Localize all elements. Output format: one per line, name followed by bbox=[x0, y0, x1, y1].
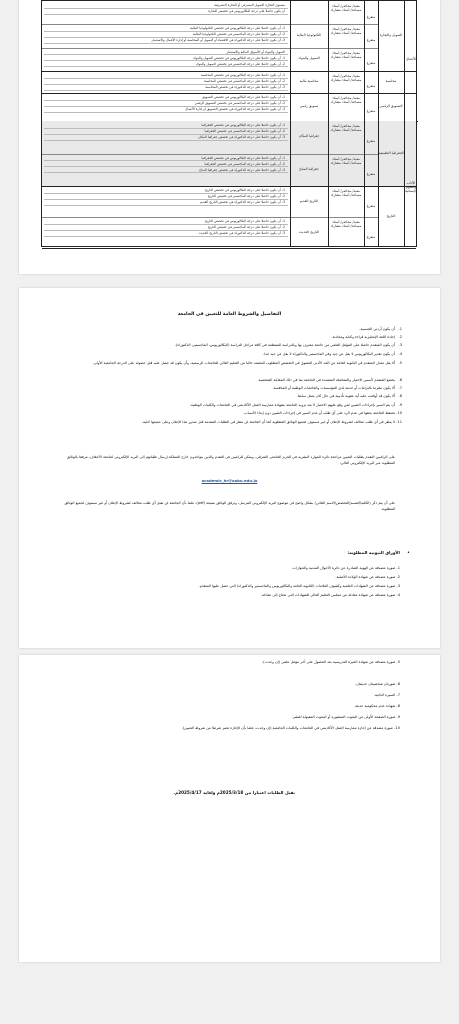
condition-number: 4. bbox=[398, 352, 402, 356]
requirement-text: 1- أن يكون حاصلا على درجة البكالوريوس في تخصص الجغرافيا bbox=[201, 155, 285, 160]
requirement-text: 2- أن يكون حاصلا على درجة الماجستير في تخصص التاريخ bbox=[207, 194, 285, 198]
column-divider bbox=[404, 1, 405, 246]
requirement-text: 3- أن يكون حاصلا على درجة الدكتوراه في تخصص المحاسبة bbox=[205, 85, 285, 89]
rank-cell: معيد/ محاضر/ أستاذ مساعد/ أستاذ مشارك bbox=[330, 156, 362, 165]
condition-number: 8. bbox=[398, 394, 402, 398]
condition-item bbox=[59, 386, 402, 391]
condition-number: 2. bbox=[398, 335, 402, 339]
vacancies-table bbox=[41, 0, 417, 247]
rank-cell: معيد/ محاضر/ أستاذ مساعد/ أستاذ مشارك bbox=[330, 4, 362, 12]
condition-text: ألا يكون قد أوقعت عليه أية عقوبة تأديبية في حال كان يعمل سابقا. bbox=[296, 394, 395, 398]
condition-number: 1. bbox=[398, 327, 402, 331]
requirement-underline bbox=[44, 205, 288, 206]
requirement-text: 1- أن يكون حاصلا على درجة البكالوريوس في تخصص التمويل والبنوك bbox=[192, 55, 285, 60]
type-cell: متفرغ bbox=[366, 171, 376, 176]
rank-cell: معيد/ محاضر/ أستاذ مساعد/ أستاذ مشارك bbox=[330, 220, 362, 228]
requirement-text: 3- أن يكون حاصلا على درجة الدكتوراه في تخصص التاريخ القديم bbox=[200, 200, 285, 204]
requirement-text: 2- أن يكون حاصلا على درجة الماجستير في تخصص التاريخ bbox=[207, 225, 285, 229]
department-cell: التسويق الرقمي bbox=[379, 104, 403, 108]
requirement-underline bbox=[44, 236, 288, 237]
requirement-text: 1- أن يكون حاصلا على درجة البكالوريوس في تخصص المحاسبة bbox=[201, 73, 285, 77]
condition-number: 5. bbox=[398, 361, 402, 365]
conditions-title: التفاصيل والشروط العامة للتعيين في الجامعة bbox=[177, 312, 282, 317]
major-cell: تسويق رقمي bbox=[299, 104, 319, 108]
rank-cell: معيد/ محاضر/ أستاذ مساعد/ أستاذ مشارك bbox=[330, 27, 362, 36]
requirement-underline bbox=[44, 66, 288, 67]
condition-item bbox=[59, 420, 402, 425]
type-cell: متفرغ bbox=[366, 38, 376, 42]
requirement-underline bbox=[44, 43, 288, 44]
condition-number: 11. bbox=[396, 420, 402, 424]
bullet-icon: • bbox=[407, 550, 410, 556]
major-cell: التكنولوجيا المالية bbox=[296, 33, 322, 37]
condition-text: لا ينظر في أي طلب مخالف لشروط الإعلان أو غير مستوف لجميع الوثائق المطلوبة كما أن الجامعة لن تنظر في الطلبات المقدمة قبل صدور هذا الإعلان وعلى جميعها لاغية. bbox=[141, 420, 395, 424]
condition-item bbox=[59, 335, 402, 340]
column-divider bbox=[378, 1, 379, 246]
deadline-note: تقبل الطلبات اعتبارا من 2025/3/18م ولغاية 2025/4/17م. bbox=[173, 790, 295, 795]
document-page-1 bbox=[19, 0, 440, 274]
document-item: 4- صورة مصدقة عن شهادة معادلة من مجلس التعليم العالي للشهادات التي تحتاج إلى معادلة. bbox=[260, 593, 400, 597]
requirement-underline bbox=[44, 14, 288, 15]
condition-number: 9. bbox=[398, 403, 402, 407]
condition-item bbox=[59, 327, 402, 332]
condition-text: ألا يقل معدل المتقدم في الثانوية العامة عن الحد الأدنى المقبول في التخصص المطلوب المعتمد حاليا من التعليم العالي للجامعات الرسمية، وأن يكون قد حصل عليه قبل حصوله على الدرجة الجامعية الأولى. bbox=[92, 361, 395, 365]
condition-number: 6. bbox=[398, 378, 402, 382]
condition-text: إجادة اللغة الإنجليزية قراءة وكتابة ومحادثة. bbox=[331, 335, 395, 339]
condition-text: يخضع المتقدم لأسس الاختيار والمفاضلة المعتمدة في الجامعة بما في ذلك المقابلة الشخصية. bbox=[257, 378, 395, 382]
rank-cell: معيد/ محاضر/ أستاذ مساعد/ أستاذ مشارك bbox=[330, 96, 362, 104]
condition-number: 3. bbox=[398, 343, 402, 347]
rank-cell: معيد/ محاضر/ أستاذ مساعد/ أستاذ مشارك bbox=[330, 50, 362, 59]
submission-note: على أن يتم ذكر (الكلية/القسم/التخصص/الاسم الثلاثي) بشكل واضح في موضوع البريد الإلكتروني المرسل، وترفق الوثائق بصيغة (pdf)، علما بأن الجامعة لن تقبل أي طلب مخالف لشروط الإعلان أو غير مستوف لجميع الوثائق المطلوبة. bbox=[64, 501, 395, 511]
type-cell: متفرغ bbox=[366, 14, 376, 19]
requirement-text: التمويل والبنوك أو الأسواق المالية والاستثمار bbox=[226, 49, 285, 54]
column-divider bbox=[364, 1, 365, 246]
condition-item bbox=[59, 378, 402, 383]
requirement-text: أن يكون حاصلا على درجة البكالوريوس في تخصص التجارة bbox=[208, 9, 285, 13]
requirement-text: 1- أن يكون حاصلا على درجة البكالوريوس في تخصص الجغرافيا bbox=[201, 123, 285, 127]
requirement-underline bbox=[44, 140, 288, 141]
type-cell: متفرغ bbox=[366, 234, 376, 239]
major-cell: التاريخ الحديث bbox=[298, 229, 320, 234]
requirement-text: 1- أن يكون حاصلا على درجة البكالوريوس في تخصص التسويق bbox=[202, 95, 285, 99]
requirement-text: 2- أن يكون حاصلا على درجة الماجستير في تخصص الجغرافيا bbox=[204, 129, 285, 133]
type-cell: متفرغ bbox=[366, 109, 376, 113]
document-page-3 bbox=[19, 655, 440, 962]
type-cell: متفرغ bbox=[366, 203, 376, 208]
requirement-text: 1- أن يكون حاصلا على درجة البكالوريوس في تخصص التاريخ bbox=[204, 219, 285, 223]
document-item: 1- صورة مصدقة عن الهوية الصادرة عن دائرة الأحوال المدنية والجوازات. bbox=[291, 566, 400, 570]
type-cell: متفرغ bbox=[366, 139, 376, 144]
condition-item bbox=[59, 343, 402, 348]
document-item: 7- السيرة الذاتية. bbox=[373, 693, 400, 697]
type-cell: متفرغ bbox=[366, 84, 376, 88]
department-cell: التمويل والتجارة bbox=[379, 33, 403, 37]
condition-item bbox=[59, 411, 402, 416]
requirement-text: 2- أن يكون حاصلا على درجة الماجستير في تخصص المحاسبة bbox=[204, 79, 285, 83]
department-cell: الجغرافيا التطبيقية bbox=[378, 150, 404, 155]
application-paragraph: على الراغبين التقدم بطلبات التعيين مراجعة دائرة الموارد البشرية في الحرم الجامعي الشرقي، ويمكن للراغبين في التقدم والذين يتواجدون خارج المملكة إرسال طلباتهم إلى البريد الإلكتروني لجامعة الأحقاف، مرفقا بالوثائق المطلوبة عبر البريد الإلكتروني التالي: bbox=[66, 455, 395, 465]
section-cell: الآداب والعلوم الإنسانية bbox=[405, 180, 417, 193]
type-cell: متفرغ bbox=[366, 61, 376, 66]
major-cell: محاسبة مالية bbox=[299, 79, 319, 83]
document-item: 9- صورة الصفحة الأولى من البحوث المنشورة أو البحوث المقبولة للنشر. bbox=[291, 715, 400, 719]
requirement-text: 1- أن يكون حاصلا على درجة البكالوريوس في تخصص التكنولوجيا المالية bbox=[190, 26, 285, 31]
condition-number: 10. bbox=[396, 411, 402, 415]
documents-heading: الأوراق الثبوتية المطلوبة: bbox=[347, 550, 400, 555]
condition-text: أن يكون تقدير البكالوريوس لا يقل عن جيد وفي الماجستير والدكتوراه لا يقل عن جيد جدا. bbox=[263, 352, 395, 356]
rank-cell: معيد/ محاضر/ أستاذ مساعد/ أستاذ مشارك bbox=[330, 124, 362, 132]
requirement-text: 2- أن يكون حاصلا على درجة الماجستير في تخصص التكنولوجيا المالية bbox=[193, 32, 285, 37]
column-divider bbox=[290, 1, 291, 246]
major-cell: التاريخ القديم bbox=[299, 198, 319, 203]
requirement-text: 3- أن يكون حاصلا على درجة الدكتوراه في تخصص التسويق أو إدارة الأعمال bbox=[185, 107, 285, 111]
rank-cell: معيد/ محاضر/ أستاذ مساعد/ أستاذ مشارك bbox=[330, 74, 362, 82]
condition-item bbox=[59, 361, 402, 366]
condition-text: تحتفظ الجامعة بحقها في عدم الرد على أي طلب أو عدم السير في إجراءات التعيين دون إبداء الأسباب. bbox=[243, 411, 395, 415]
major-cell: جغرافيا المناخ bbox=[299, 166, 319, 171]
section-cell: الأعمال bbox=[405, 57, 417, 61]
document-item: 2- صورة مصدقة عن شهادة الولادة الأصلية. bbox=[335, 575, 400, 579]
document-page-2 bbox=[19, 288, 440, 648]
condition-item bbox=[59, 352, 402, 357]
requirement-text: 3- أن يكون حاصلا على درجة الدكتوراه في الاقتصاد أو التمويل أو المحاسبة أو إدارة الأعمال والاستثمار bbox=[151, 38, 285, 43]
department-cell: التاريخ bbox=[386, 214, 396, 218]
requirement-text: 2- أن يكون حاصلا على درجة الماجستير في تخصص الجغرافيا bbox=[204, 161, 285, 166]
condition-text: ألا يكون ملتزما بالتزامات أو خدمة لدى المؤسسات والجامعات الوطنية أو المنافسة. bbox=[272, 386, 395, 390]
document-item: 10- صورة مصدقة عن إجازة ممارسة العمل الأكاديمي في الجامعات والكليات الجامعية (إن وجدت، علما بأن الإجازة تعتبر شرطا من شروط التعيين). bbox=[181, 726, 400, 730]
document-item: 6- صورتان شخصيتان حديثتان. bbox=[355, 682, 400, 686]
department-cell: محاسبة bbox=[385, 79, 397, 83]
email-link[interactable]: academic_hr@aabu.edu.jo bbox=[201, 478, 258, 483]
requirement-text: 2- أن يكون حاصلا على درجة الماجستير في تخصص التمويل والبنوك bbox=[195, 61, 285, 66]
condition-text: أن يكون المتقدم حاصلا على المؤهل العلمي من جامعة معترف بها وبالدراسة المنتظمة في كافة مراحل الدراسة (البكالوريوس، الماجستير، الدكتوراه). bbox=[174, 343, 395, 347]
requirement-text: مستوى التجارة التمويل المصرفي أو التجارة المصرفية bbox=[214, 3, 285, 7]
requirement-text: 1- أن يكون حاصلا على درجة البكالوريوس في تخصص التاريخ bbox=[204, 188, 285, 192]
condition-text: أن يكون أردني الجنسية. bbox=[359, 327, 395, 331]
condition-number: 7. bbox=[398, 386, 402, 390]
condition-item bbox=[59, 394, 402, 399]
document-item: 8- شهادة عدم محكومية حديثة. bbox=[354, 704, 400, 708]
major-cell: التمويل والبنوك bbox=[298, 56, 320, 61]
requirement-text: 2- أن يكون حاصلا على درجة الماجستير في تخصص التسويق الرقمي bbox=[194, 101, 285, 105]
requirement-text: 3- أن يكون حاصلا على درجة الدكتوراه في تخصص جغرافيا المكان bbox=[198, 135, 285, 139]
rank-cell: معيد/ محاضر/ أستاذ مساعد/ أستاذ مشارك bbox=[330, 189, 362, 197]
document-item: 5- صورة مصدقة عن شهادة الخبرة التدريسية بعد الحصول على آخر مؤهل علمي (إن وجدت). bbox=[262, 660, 400, 664]
requirement-underline bbox=[44, 90, 288, 91]
requirement-text: 3- أن يكون حاصلا على درجة الدكتوراه في تخصص التاريخ الحديث bbox=[198, 231, 285, 235]
requirement-underline bbox=[44, 172, 288, 173]
condition-item bbox=[59, 403, 402, 408]
document-item: 3- صورة مصدقة عن الشهادات العلمية وكشوف العلامات (الثانوية العامة والبكالوريوس والماجستير والدكتوراه) التي حصل عليها المتقدم. bbox=[198, 584, 400, 588]
major-cell: جغرافيا المكان bbox=[298, 134, 320, 139]
requirement-text: 3- أن يكون حاصلا على درجة الدكتوراه في تخصص جغرافيا المناخ bbox=[199, 167, 285, 172]
column-divider bbox=[328, 1, 329, 246]
requirement-underline bbox=[44, 112, 288, 113]
condition-text: أن يتم السير بإجراءات التعيين لمن وقع عليهم الاختيار لا بعد تزويد الجامعة بشهادة ممارسة العمل الأكاديمي في الجامعات والكليات الوطنية. bbox=[189, 403, 395, 407]
